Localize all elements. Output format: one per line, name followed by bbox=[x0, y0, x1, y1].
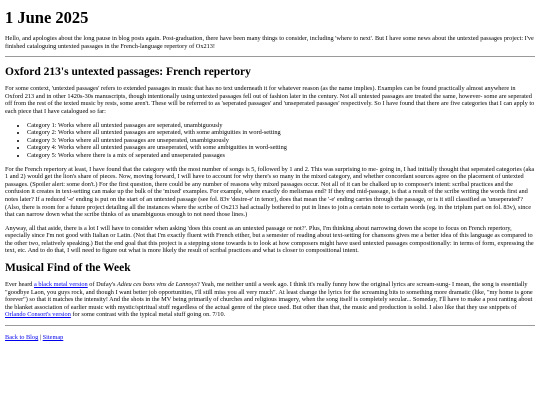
category-item-3: • Category 3: Works where all untexted passages are unseperated, unambiguously bbox=[27, 137, 535, 145]
post-intro: Hello, and apologies about the long pause in blog posts again. Post-graduation, there have been many things to consider, including 'where to next'. But I have some news about the untexted passages project: I've finished cataloguing untexted passages in the French-language repertory of Ox213! bbox=[5, 35, 534, 50]
category-item-4: • Category 4: Works where all untexted passages are unseperated, with some ambiguities in word-setting bbox=[27, 144, 535, 152]
section1-paragraph-scope: Anyway, all that aside, there is a lot I will have to consider when asking 'does this count as an untexted passage or not?'. Plus, I'm thinking about narrowing down the scope to focus on French repertory, especially since I'm not good with Italian or Latin. (Not that I'm exactly fluent with French either, but a semester of reading about text-setting for chansons gives me a better idea of this language as compared to the other two, relatively speaking.) But the end goal that this project is a stepping stone towards is to look at how composers might have used untexted passages compositionally: in terms of form, expressing the text, etc. And to do that, I will need to figure out what is more likely the result of scribal practices and what is closer to compositional intent. bbox=[5, 224, 534, 255]
section-heading-french-repertory: Oxford 213's untexted passages: French repertory bbox=[5, 66, 251, 79]
post-date-title: 1 June 2025 bbox=[5, 8, 89, 27]
category-item-2: • Category 2: Works where all untexted passages are seperated, with some ambiguities in word-setting bbox=[27, 129, 535, 137]
category-list bbox=[5, 122, 535, 160]
song-title: Adieu ces bons vins de Lannoys bbox=[117, 281, 197, 289]
divider-bottom bbox=[5, 325, 535, 326]
orlando-consort-version-link[interactable]: Orlando Consort's version bbox=[5, 311, 71, 319]
footer-separator: | bbox=[38, 334, 43, 342]
section2-paragraph bbox=[5, 281, 535, 319]
section1-paragraph-context: For some context, 'untexted passages' refers to extended passages in music that has no text underneath it for whatever reason (as the name implies). Examples can be found practically almost anywhere in Oxford 213 and in other 1420s-30s manuscripts, though intentionally using untexted passages fell out of fashion later in the century. Not all untexted passages are treated the same, however- some are seperated off from the rest of the texted music by rests, some aren't. These will be referred to as 'seperated passages' and 'unseperated passages' respectively. So I have found that there are five categories that I can apply to each piece that I have catalogued so far: bbox=[5, 85, 535, 115]
black-metal-version-link[interactable]: a black metal version bbox=[34, 281, 88, 289]
section1-paragraph-findings: For the French repertory at least, I have found that the category with the most number of songs is 5, followed by 1 and 2. This was surprising to me- going in, I had initially thought that seperated categories (aka 1 and 2) would get the lion's share of pieces. Now, moving forward, I will have to account for why there's so many in the mixed category, and whether concordant sources agree on the placement of untexted passages. (Spoiler alert: some don't.) For the first question, there could be any number of reasons why mixed passages occur. Not all of it can be chalked up to composer's intent: scribal practices and the confusion it creates in text-setting can make up the bulk of the 'mixed' examples. For example, where exactly do melismas end? If they end mid-passage, is that a result of the scribe writing the words first and notes later? If a reduced '-e' ending is put on the start of an untexted passage (see fol. 83v 'desire-e' in tenor), does that mean the '-e' ending carries through the passage, or is it still classified as 'unseperated'? (Also, there is room for a future project detailing all the instances where the scribe of Ox213 had actually bothered to put in lines to join a certain note to certain words (eg. in the triplum part on fol. 83v), since that can narrow down what the scribe thinks of as unambiguous enough to not need those lines.) bbox=[5, 165, 535, 219]
back-to-blog-link[interactable]: Back to Blog bbox=[5, 334, 39, 342]
text-span: Ever heard bbox=[5, 281, 35, 289]
footer-links bbox=[5, 334, 535, 342]
sitemap-link[interactable]: Sitemap bbox=[42, 334, 64, 342]
text-span: ? Yeah, me neither until a week ago. I think it's really funny how the original lyrics are scream-sung- I mean, the song is essentially "goodbye Laon, you guys rock, and though I want better job opportunities, I'll still miss you all very much". At least change the lyrics for the screaming bits to something more dramatic (like, "my home is gone forever") so that it matches the intensity! And the shots in the MV being primarily of churches and religious imagery, when the song itself is completely secular... Someday, I'll have to make a post ranting about the blanket association of earlier music with mystic/spiritual stuff regardless of the actual genre of the piece used. But other than that, the music and production is solid. I also like that they use snippets of bbox=[5, 281, 533, 311]
category-item-5: • Category 5: Works where there is a mix of seperated and unseperated passages bbox=[27, 152, 535, 160]
text-span: for some contrast with the typical metal stuff going on. 7/10. bbox=[70, 311, 226, 319]
divider-top bbox=[5, 56, 535, 57]
text-span: of Dufay's bbox=[87, 281, 118, 289]
category-item-1: • Category 1: Works where all untexted passages are seperated, unambiguously bbox=[27, 122, 535, 130]
section-heading-musical-find: Musical Find of the Week bbox=[5, 262, 131, 275]
